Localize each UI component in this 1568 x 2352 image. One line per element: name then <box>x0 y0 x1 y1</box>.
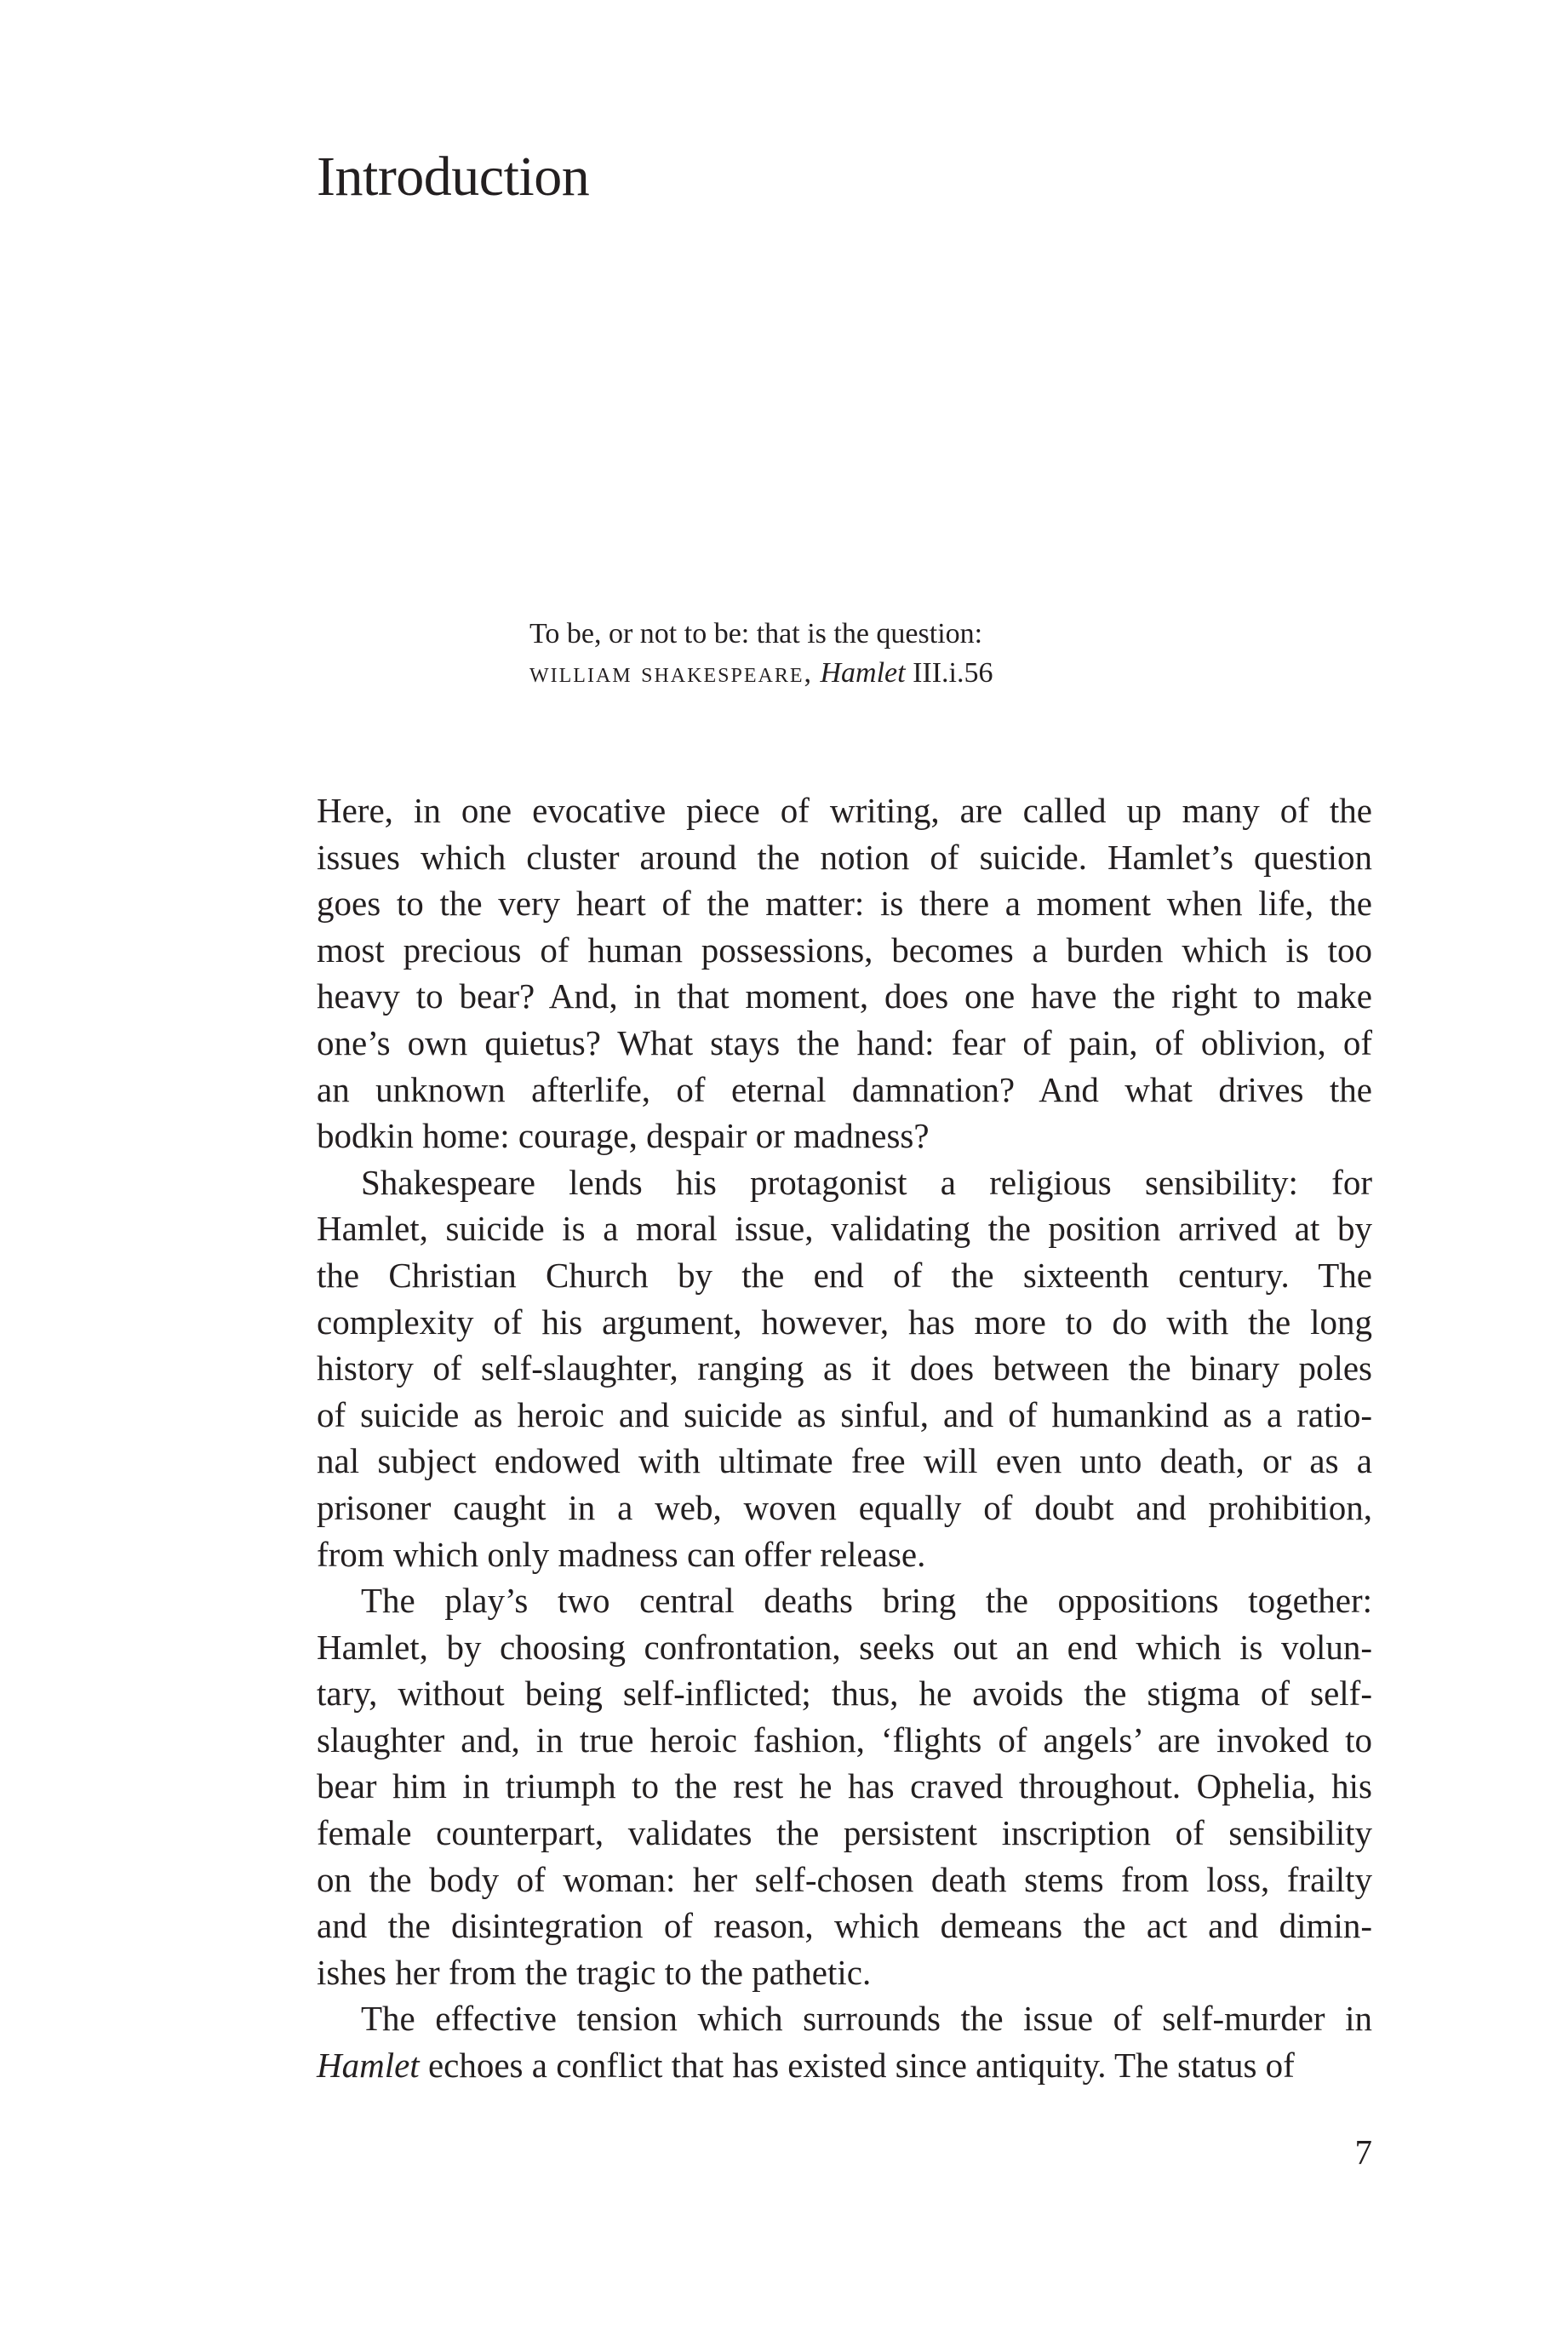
text-line: bear him in triumph to the rest he has craved throughout. Ophelia, his <box>317 1766 1372 1806</box>
epigraph <box>529 615 1296 693</box>
text-line-rest: echoes a conflict that has existed since antiquity. The status of <box>427 2046 1295 2086</box>
text-line: goes to the very heart of the matter: is there a moment when life, the <box>317 884 1372 924</box>
epigraph-attribution <box>529 654 1296 693</box>
text-line: Hamlet, suicide is a moral issue, validating the position arrived at by <box>317 1209 1372 1249</box>
text-line: complexity of his argument, however, has more to do with the long <box>317 1302 1372 1342</box>
chapter-heading: Introduction <box>317 146 590 208</box>
paragraph-1 <box>317 787 1372 1159</box>
italic-title: Hamlet <box>317 2046 420 2086</box>
text-line: tary, without being self-inflicted; thus, he avoids the stigma of self- <box>317 1674 1372 1714</box>
text-line <box>317 2042 1372 2089</box>
text-line: slaughter and, in true heroic fashion, ‘flights of angels’ are invoked to <box>317 1720 1372 1760</box>
text-line: The effective tension which surrounds the issue of self-murder in <box>361 1999 1372 2039</box>
text-line: heavy to bear? And, in that moment, does one have the right to make <box>317 976 1372 1016</box>
text-line: prisoner caught in a web, woven equally of doubt and prohibition, <box>317 1487 1372 1527</box>
text-line: Shakespeare lends his protagonist a religious sensibility: for <box>361 1162 1372 1202</box>
text-line: and the disintegration of reason, which demeans the act and dimin- <box>317 1906 1372 1946</box>
text-line: the Christian Church by the end of the sixteenth century. The <box>317 1255 1372 1295</box>
text-line: Here, in one evocative piece of writing, are called up many of the <box>317 791 1372 830</box>
epigraph-work: Hamlet <box>820 657 906 689</box>
text-line: from which only madness can offer release. <box>317 1534 926 1574</box>
text-line: on the body of woman: her self-chosen death stems from loss, frailty <box>317 1859 1372 1899</box>
epigraph-quote: To be, or not to be: that is the question: <box>529 618 983 650</box>
text-line: The play’s two central deaths bring the oppositions together: <box>361 1581 1372 1621</box>
paragraph-3 <box>317 1577 1372 1995</box>
text-line: bodkin home: courage, despair or madness? <box>317 1116 930 1156</box>
text-line: Hamlet, by choosing confrontation, seeks out an end which is volun- <box>317 1627 1372 1667</box>
text-line: an unknown afterlife, of eternal damnation? And what drives the <box>317 1069 1372 1109</box>
paragraph-4 <box>317 1995 1372 2088</box>
body-text <box>317 787 1372 2089</box>
text-line: issues which cluster around the notion of suicide. Hamlet’s question <box>317 837 1372 877</box>
text-line: nal subject endowed with ultimate free will even unto death, or as a <box>317 1441 1372 1481</box>
text-line: history of self-slaughter, ranging as it does between the binary poles <box>317 1348 1372 1388</box>
text-line: one’s own quietus? What stays the hand: fear of pain, of oblivion, of <box>317 1022 1372 1062</box>
paragraph-2 <box>317 1159 1372 1577</box>
text-line: most precious of human possessions, becomes a burden which is too <box>317 930 1372 970</box>
epigraph-author: william shakespeare, <box>529 657 813 689</box>
page-number: 7 <box>1354 2132 1372 2172</box>
epigraph-reference: III.i.56 <box>913 657 993 689</box>
text-line: female counterpart, validates the persistent inscription of sensibility <box>317 1813 1372 1853</box>
text-line: ishes her from the tragic to the pathetic. <box>317 1952 872 1992</box>
text-line: of suicide as heroic and suicide as sinful, and of humankind as a ratio- <box>317 1394 1372 1434</box>
